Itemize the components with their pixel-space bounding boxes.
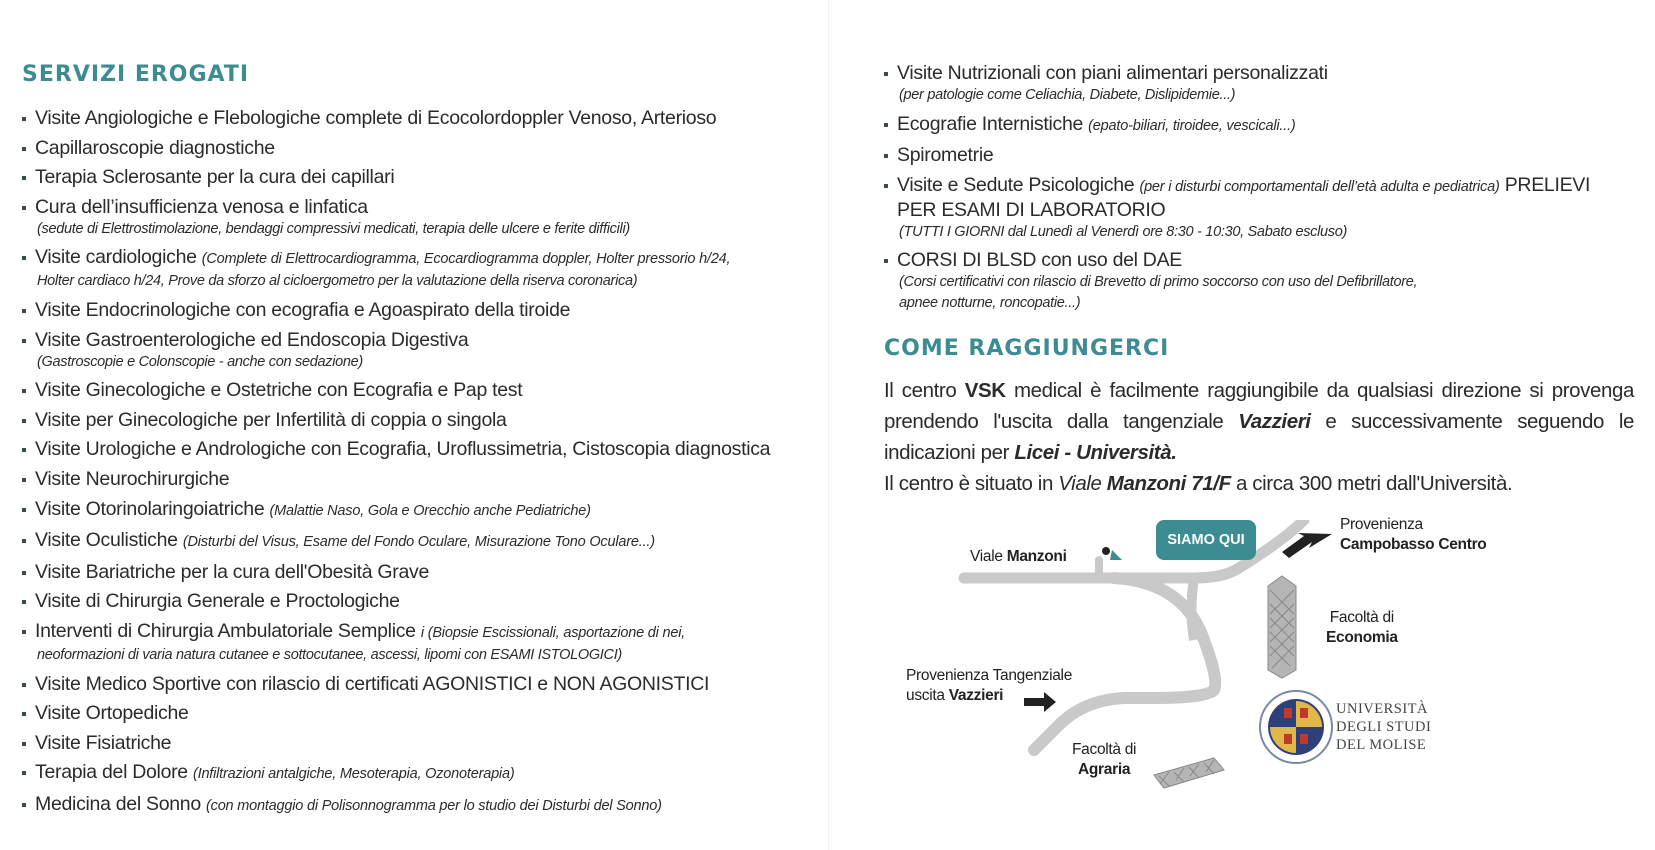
- service-item: [884, 144, 1634, 167]
- service-item: [22, 246, 812, 292]
- road-branch: [1192, 578, 1195, 640]
- service-title: Interventi di Chirurgia Ambulatoriale Semplice: [35, 619, 416, 642]
- services-column-left: [22, 62, 812, 824]
- service-item: [22, 468, 812, 491]
- service-title: Capillaroscopie diagnostiche: [35, 136, 275, 159]
- service-item: [22, 166, 812, 189]
- service-item: [884, 62, 1634, 106]
- service-item: [22, 409, 812, 432]
- here-marker-icon: [1102, 547, 1110, 555]
- service-title: Visite Neurochirurgiche: [35, 467, 230, 490]
- service-note: (Gastroscopie e Colonscopie - anche con sedazione): [37, 353, 363, 370]
- label-bold: Manzoni: [1006, 548, 1067, 565]
- service-title: Visite Bariatriche per la cura dell'Obesità Grave: [35, 560, 430, 583]
- service-item: [22, 329, 812, 373]
- service-title: Cura dell’insufficienza venosa e linfatica: [35, 195, 368, 218]
- service-title: Visite Oculistiche: [35, 529, 178, 552]
- label-text: Provenienza Tangenziale: [906, 667, 1073, 684]
- service-title: Visite Nutrizionali con piani alimentari personalizzati: [897, 62, 1328, 84]
- service-item: [22, 379, 812, 402]
- service-title: CORSI DI BLSD con uso del DAE: [897, 249, 1183, 272]
- service-item: [22, 761, 812, 786]
- service-note: apnee notturne, roncopatie...): [899, 295, 1081, 312]
- service-title: Visite Medico Sportive con rilascio di certificati AGONISTICI e NON AGONISTICI: [35, 672, 710, 695]
- address-street: Manzoni 71/F: [1106, 472, 1231, 496]
- directions-paragraph: [884, 375, 1634, 468]
- service-note: (Complete di Elettrocardiogramma, Ecocardiogramma doppler, Holter pressorio h/24,: [201, 251, 731, 268]
- service-item: [22, 793, 812, 818]
- service-item: [884, 174, 1634, 243]
- service-item: [22, 561, 812, 584]
- service-title: Visite Ortopediche: [35, 702, 189, 725]
- location-map: [884, 516, 1644, 840]
- here-bubble: SIAMO QUI: [1156, 520, 1256, 560]
- service-title: Visite Angiologiche e Flebologiche complete di Ecocolordoppler Venoso, Arterioso: [35, 107, 717, 129]
- directions-text: e successivamente seguendo le indicazioni per: [884, 410, 1635, 465]
- service-item: [22, 529, 812, 554]
- address-text: a circa 300 metri dall'Università.: [1235, 472, 1513, 496]
- service-note: (per patologie come Celiachia, Diabete, Dislipidemie...): [899, 87, 1236, 103]
- service-title: Visite Endocrinologiche con ecografia e Agoaspirato della tiroide: [35, 298, 571, 321]
- service-title: Terapia Sclerosante per la cura dei capillari: [35, 166, 395, 189]
- service-title: Medicina del Sonno: [35, 792, 201, 815]
- service-note: (per i disturbi comportamentali dell’età adulta e pediatrica): [1139, 178, 1500, 195]
- brand-name: VSK: [964, 379, 1006, 403]
- service-title: Ecografie Internistiche: [897, 112, 1084, 135]
- service-item: [22, 196, 812, 240]
- service-title: Visite di Chirurgia Generale e Proctologiche: [35, 590, 400, 613]
- seal-tower: [1284, 734, 1292, 744]
- service-title: Visite cardiologiche: [35, 246, 197, 269]
- service-title: Visite e Sedute Psicologiche: [897, 173, 1135, 196]
- address-text: Il centro è situato in: [884, 472, 1053, 496]
- service-item: [22, 137, 812, 160]
- services-list-left: [22, 107, 812, 818]
- label-viale-manzoni: [970, 547, 1067, 567]
- service-title: Visite per Ginecologiche per Infertilità di coppia o singola: [35, 408, 507, 431]
- university-name-line: UNIVERSITÀ: [1336, 701, 1428, 717]
- service-item: [22, 498, 812, 523]
- seal-tower: [1300, 734, 1308, 744]
- service-item: [22, 732, 812, 755]
- service-item: [22, 673, 812, 696]
- address-paragraph: [884, 468, 1634, 499]
- label-bold: Campobasso Centro: [1340, 536, 1487, 553]
- university-name: [1336, 700, 1431, 754]
- service-item: [22, 107, 812, 130]
- service-note: (TUTTI I GIORNI dal Lunedì al Venerdì ore 8:30 - 10:30, Sabato escluso): [899, 223, 1348, 240]
- service-note: (con montaggio di Polisonnogramma per lo studio dei Disturbi del Sonno): [206, 797, 662, 814]
- building-economia-icon: [1268, 576, 1296, 678]
- label-provenienza-campobasso: [1340, 515, 1486, 555]
- service-note: (Infiltrazioni antalgiche, Mesoterapia, Ozonoterapia): [192, 766, 515, 783]
- university-name-line: DEL MOLISE: [1336, 737, 1427, 753]
- label-bold: Agraria: [1078, 761, 1131, 778]
- label-text: Provenienza: [1340, 516, 1423, 533]
- service-item: [22, 702, 812, 725]
- service-title: Terapia del Dolore: [35, 761, 188, 784]
- service-item: [884, 249, 1634, 314]
- address-street-prefix: Viale: [1058, 472, 1102, 496]
- label-facolta-economia: [1326, 608, 1398, 648]
- service-item: [22, 438, 812, 461]
- service-item: [884, 113, 1634, 138]
- service-note: i (Biopsie Escissionali, asportazione di nei,: [420, 624, 686, 641]
- label-bold: Economia: [1326, 629, 1398, 646]
- label-text: Facoltà di: [1072, 741, 1137, 758]
- exit-name: Vazzieri: [1238, 410, 1311, 434]
- directions-text: Il centro: [884, 379, 957, 403]
- services-column-right: [884, 62, 1634, 499]
- service-item: [22, 590, 812, 613]
- services-list-right: [884, 62, 1634, 314]
- column-divider: [828, 0, 829, 850]
- service-note: (Disturbi del Visus, Esame del Fondo Oculare, Misurazione Tono Oculare...): [182, 534, 655, 551]
- service-note: (Malattie Naso, Gola e Orecchio anche Pediatriche): [269, 502, 591, 519]
- service-note: (Corsi certificativi con rilascio di Brevetto di primo soccorso con uso del Defibrillatore,: [899, 274, 1418, 291]
- label-bold: Vazzieri: [948, 687, 1004, 704]
- service-note: (epato-biliari, tiroidee, vescicali...): [1088, 117, 1296, 134]
- label-text: Facoltà di: [1329, 609, 1394, 626]
- service-title: Visite Gastroenterologiche ed Endoscopia Digestiva: [35, 328, 469, 351]
- section-heading-come-raggiungerci: COME RAGGIUNGERCI: [884, 336, 1170, 362]
- service-title: Visite Otorinolaringoiatriche: [35, 497, 265, 520]
- university-name-line: DEGLI STUDI: [1336, 719, 1432, 735]
- service-note: (sedute di Elettrostimolazione, bendaggi compressivi medicati, terapia delle ulcere e ferite difficili): [37, 220, 630, 237]
- service-note: Holter cardiaco h/24, Prove da sforzo al cicloergometro per la valutazione della riserva coronarica): [37, 273, 638, 290]
- label-provenienza-tangenziale: [906, 666, 1072, 706]
- service-title: Visite Ginecologiche e Ostetriche con Ecografia e Pap test: [35, 379, 523, 402]
- seal-tower: [1284, 708, 1292, 718]
- label-text: Viale: [970, 548, 1003, 565]
- service-note: neoformazioni di varia natura cutanee e sottocutanee, ascessi, lipomi con ESAMI ISTOLOGICI): [37, 646, 622, 663]
- service-title: Spirometrie: [897, 144, 994, 167]
- directions-text: medical è facilmente raggiungibile da qualsiasi direzione si provenga prendendo l'uscita dalla tangenziale: [884, 379, 1635, 434]
- service-item: [22, 620, 812, 666]
- service-item: [22, 299, 812, 322]
- service-title-inline: PRELIEVI PER ESAMI DI LABORATORIO: [897, 173, 1591, 221]
- bubble-tail: [1110, 550, 1122, 560]
- label-facolta-agraria: [1072, 740, 1136, 780]
- service-title: Visite Fisiatriche: [35, 731, 172, 754]
- seal-tower: [1300, 708, 1308, 718]
- section-heading-servizi: SERVIZI EROGATI: [22, 62, 250, 87]
- signpost-name: Licei - Università.: [1014, 441, 1177, 465]
- service-title: Visite Urologiche e Andrologiche con Ecografia, Uroflussimetria, Cistoscopia diagnostica: [35, 438, 771, 461]
- label-text: uscita: [906, 687, 945, 704]
